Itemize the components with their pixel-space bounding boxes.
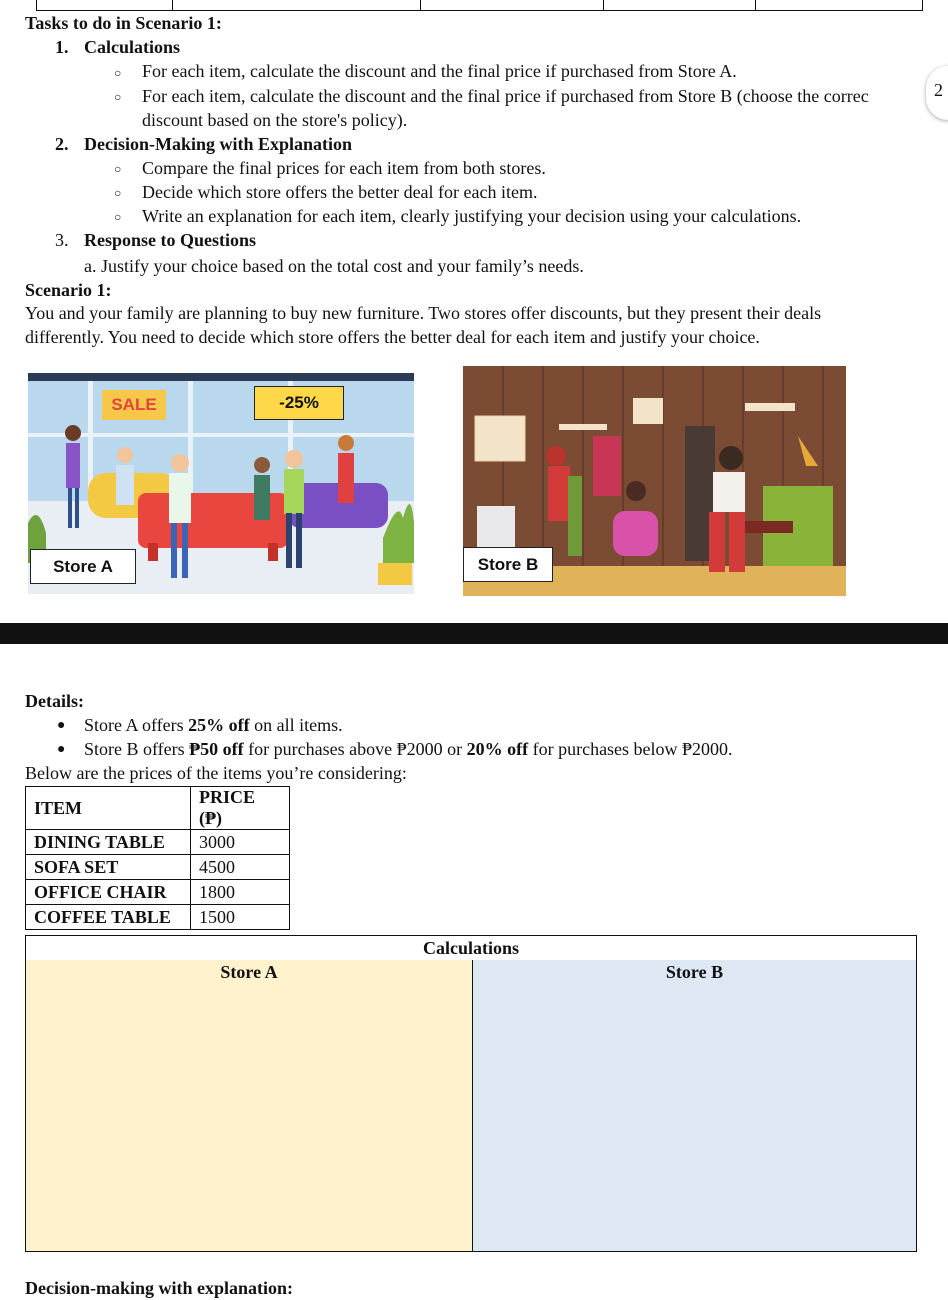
page-separator	[0, 623, 948, 644]
scenario-text-line-1: You and your family are planning to buy new furniture. Two stores offer discounts, but they present their deals	[25, 303, 822, 323]
task-3-number: 3.	[55, 230, 69, 250]
discount-sign: -25%	[254, 386, 344, 420]
task-2-item-2: Decide which store offers the better deal for each item.	[142, 182, 538, 202]
previous-table-fragment	[36, 0, 923, 11]
store-b-calculation-area[interactable]	[473, 960, 916, 1251]
table-divider	[755, 0, 756, 10]
table-row	[26, 880, 290, 905]
calculations-title: Calculations	[26, 936, 916, 961]
table-row	[26, 855, 290, 880]
item-name: SOFA SET	[26, 855, 191, 880]
item-price: 1500	[191, 905, 290, 930]
table-row	[26, 830, 290, 855]
store-b-label: Store B	[463, 547, 553, 582]
item-name: DINING TABLE	[26, 830, 191, 855]
details-store-b: Store B offers ₱50 off for purchases above ₱2000 or 20% off for purchases below ₱2000.	[84, 739, 733, 759]
store-a-illustration	[28, 373, 414, 594]
details-below-text: Below are the prices of the items you’re considering:	[25, 763, 407, 783]
header-item: ITEM	[26, 787, 191, 830]
table-divider	[420, 0, 421, 10]
header-price: PRICE (₱)	[191, 787, 290, 830]
sale-sign: SALE	[102, 390, 166, 420]
bullet-icon: ●	[57, 742, 66, 757]
details-store-a: Store A offers 25% off on all items.	[84, 715, 343, 735]
item-name: OFFICE CHAIR	[26, 880, 191, 905]
item-price: 1800	[191, 880, 290, 905]
table-row	[26, 905, 290, 930]
task-2-title: Decision-Making with Explanation	[84, 134, 353, 154]
store-a-column-header: Store A	[220, 962, 278, 982]
item-price: 4500	[191, 855, 290, 880]
store-b-column-header: Store B	[665, 962, 724, 982]
task-1-item-1: For each item, calculate the discount and the final price if purchased from Store A.	[142, 61, 737, 81]
store-b-illustration	[463, 366, 846, 596]
bullet-icon: ●	[57, 718, 66, 733]
decision-title: Decision-making with explanation:	[25, 1278, 294, 1298]
task-1-item-2: For each item, calculate the discount and the final price if purchased from Store B (choose the correc	[142, 86, 869, 106]
store-a-calculation-area[interactable]	[26, 960, 473, 1251]
store-a-label: Store A	[30, 549, 136, 584]
circle-bullet-icon: ○	[114, 186, 122, 200]
table-header-row	[26, 787, 290, 830]
side-tab-glyph: 2	[934, 80, 943, 100]
scenario-text-line-2: differently. You need to decide which store offers the better deal for each item and justify your choice.	[25, 327, 760, 347]
task-2-number: 2.	[55, 134, 69, 154]
task-3-item-1: a. Justify your choice based on the total cost and your family’s needs.	[84, 256, 584, 276]
table-divider	[172, 0, 173, 10]
price-table	[25, 786, 290, 930]
task-1-number: 1.	[55, 37, 69, 57]
item-price: 3000	[191, 830, 290, 855]
calculations-table	[25, 935, 917, 1252]
task-1-title: Calculations	[84, 37, 181, 57]
tasks-title: Tasks to do in Scenario 1:	[25, 13, 222, 33]
circle-bullet-icon: ○	[114, 210, 122, 224]
task-2-item-3: Write an explanation for each item, clearly justifying your decision using your calculations.	[142, 206, 802, 226]
task-1-item-2-cont: discount based on the store's policy).	[142, 110, 408, 130]
item-name: COFFEE TABLE	[26, 905, 191, 930]
circle-bullet-icon: ○	[114, 90, 122, 104]
details-title: Details:	[25, 691, 84, 711]
circle-bullet-icon: ○	[114, 66, 122, 80]
task-2-item-1: Compare the final prices for each item from both stores.	[142, 158, 546, 178]
scenario-title: Scenario 1:	[25, 280, 112, 300]
task-3-title: Response to Questions	[84, 230, 257, 250]
page-side-tab[interactable]	[926, 66, 948, 120]
circle-bullet-icon: ○	[114, 162, 122, 176]
table-divider	[603, 0, 604, 10]
